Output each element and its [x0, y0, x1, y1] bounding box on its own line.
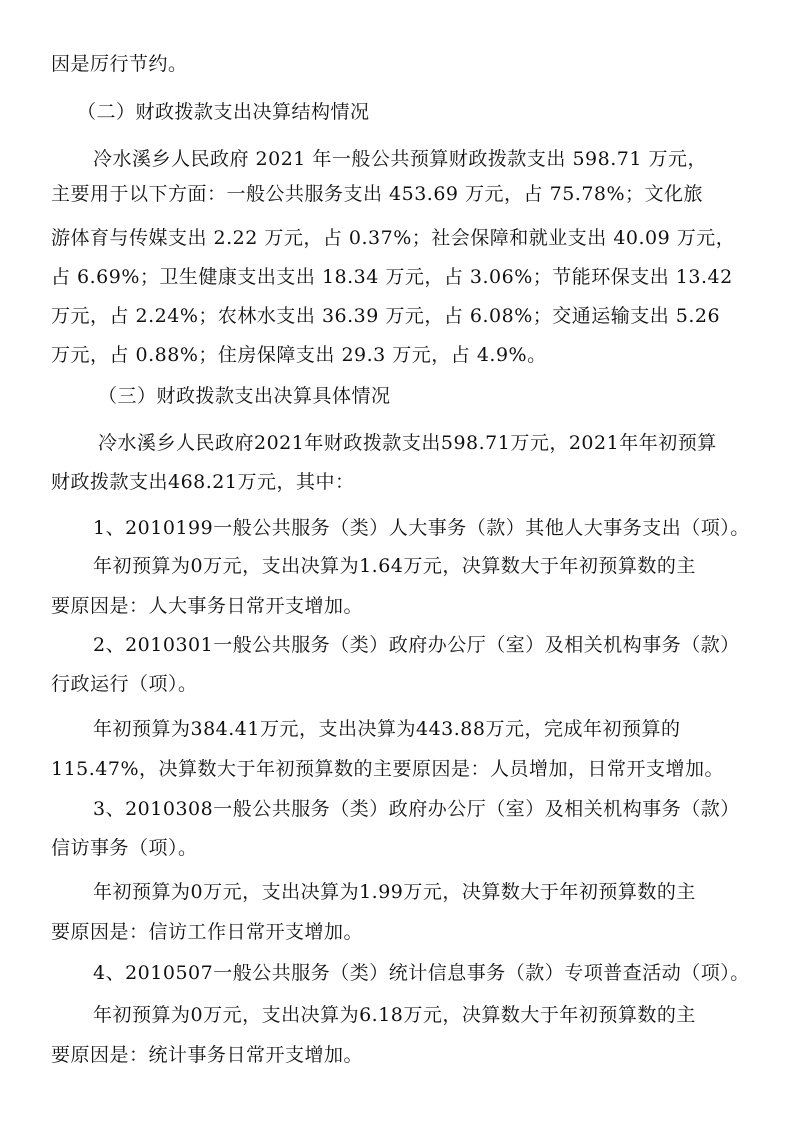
section-3-heading: （三）财政拨款支出决算具体情况	[98, 385, 391, 407]
item-2-body-line: 年初预算为384.41万元，支出决算为443.88万元，完成年初预算的	[93, 718, 681, 740]
section-2-line: 主要用于以下方面：一般公共服务支出 453.69 万元，占 75.78%；文化旅	[51, 183, 704, 205]
item-3-body-line: 年初预算为0万元，支出决算为1.99万元，决算数大于年初预算数的主	[93, 881, 696, 903]
item-3-title: 3、2010308一般公共服务（类）政府办公厅（室）及相关机构事务（款）	[93, 798, 740, 820]
section-2-line: 占 6.69%；卫生健康支出支出 18.34 万元，占 3.06%；节能环保支出 13.42	[51, 266, 733, 288]
section-2-line: 冷水溪乡人民政府 2021 年一般公共预算财政拨款支出 598.71 万元，	[93, 148, 707, 170]
section-2-line: 万元，占 0.88%；住房保障支出 29.3 万元，占 4.9%。	[51, 344, 547, 366]
item-2-title: 行政运行（项）。	[51, 673, 198, 695]
section-3-intro-line: 财政拨款支出468.21万元，其中：	[51, 471, 355, 493]
item-2-title: 2、2010301一般公共服务（类）政府办公厅（室）及相关机构事务（款）	[93, 634, 740, 656]
item-3-body-line: 要原因是：信访工作日常开支增加。	[51, 921, 364, 943]
section-2-heading: （二）财政拨款支出决算结构情况	[77, 101, 370, 123]
item-1-body-line: 年初预算为0万元，支出决算为1.64万元，决算数大于年初预算数的主	[93, 555, 696, 577]
section-2-line: 万元，占 2.24%；农林水支出 36.39 万元，占 6.08%；交通运输支出 5.26	[51, 305, 721, 327]
item-1-title: 1、2010199一般公共服务（类）人大事务（款）其他人大事务支出（项）。	[93, 517, 750, 539]
previous-paragraph-tail: 因是厉行节约。	[51, 53, 188, 75]
item-3-title: 信访事务（项）。	[51, 837, 198, 859]
section-3-intro-line: 冷水溪乡人民政府2021年财政拨款支出598.71万元，2021年年初预算	[98, 432, 717, 454]
item-2-body-line: 115.47%，决算数大于年初预算数的主要原因是：人员增加，日常开支增加。	[51, 758, 725, 780]
item-4-body-line: 年初预算为0万元，支出决算为6.18万元，决算数大于年初预算数的主	[93, 1004, 696, 1026]
section-2-line: 游体育与传媒支出 2.22 万元，占 0.37%；社会保障和就业支出 40.09 万元，	[51, 227, 736, 249]
item-4-title: 4、2010507一般公共服务（类）统计信息事务（款）专项普查活动（项）。	[93, 962, 750, 984]
item-4-body-line: 要原因是：统计事务日常开支增加。	[51, 1044, 364, 1066]
item-1-body-line: 要原因是：人大事务日常开支增加。	[51, 595, 364, 617]
